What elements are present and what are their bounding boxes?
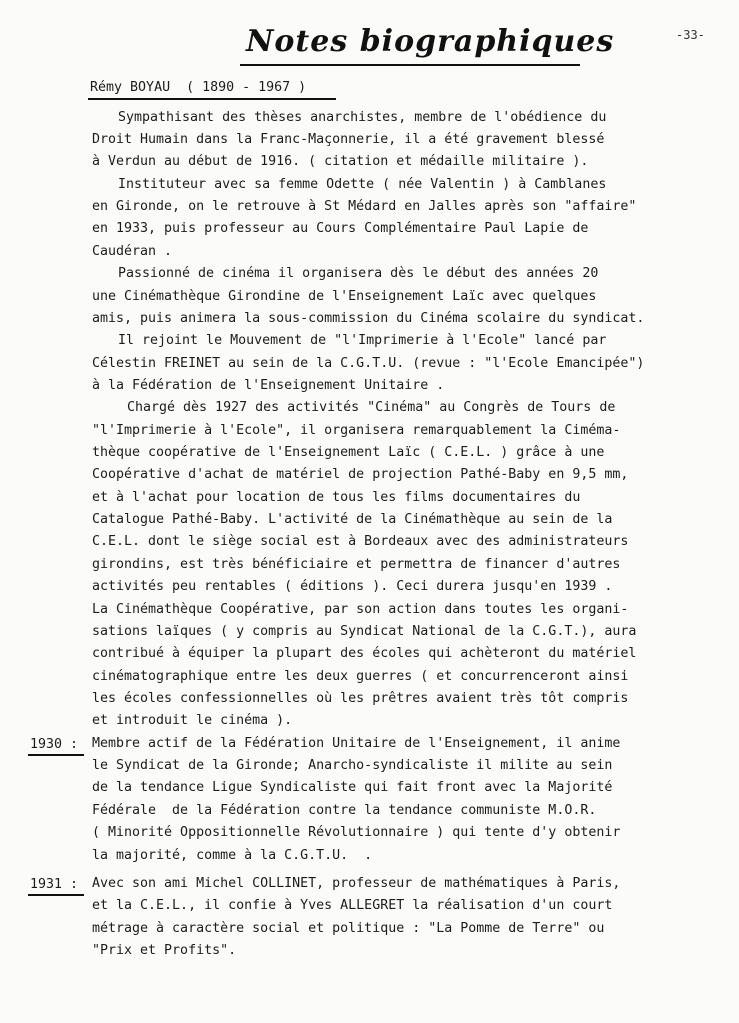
entry-line: de la tendance Ligue Syndicaliste qui fait front avec la Majorité [92, 780, 613, 795]
body-line: activités peu rentables ( éditions ). Ceci durera jusqu'en 1939 . [92, 579, 613, 594]
entry-line: Fédérale de la Fédération contre la tendance communiste M.O.R. [92, 803, 597, 818]
body-line: les écoles confessionnelles où les prêtres avaient très tôt compris [92, 691, 629, 706]
body-line: girondins, est très bénéficiaire et permettra de financer d'autres [92, 557, 621, 572]
body-line: Célestin FREINET au sein de la C.G.T.U. (revue : "l'Ecole Emancipée") [92, 356, 645, 371]
body-line: sations laïques ( y compris au Syndicat National de la C.G.T.), aura [92, 624, 637, 639]
entry-line: Avec son ami Michel COLLINET, professeur de mathématiques à Paris, [92, 876, 621, 891]
page-title: Notes biographiques [246, 24, 615, 59]
body-line: C.E.L. dont le siège social est à Bordeaux avec des administrateurs [92, 534, 629, 549]
entry-line: et la C.E.L., il confie à Yves ALLEGRET la réalisation d'un court [92, 898, 613, 913]
body-line: en 1933, puis professeur au Cours Complémentaire Paul Lapie de [92, 221, 589, 236]
person-heading [90, 80, 306, 95]
body-line: Chargé dès 1927 des activités "Cinéma" au Congrès de Tours de [127, 400, 616, 415]
body-line: Sympathisant des thèses anarchistes, membre de l'obédience du [118, 110, 607, 125]
year-label-1931: 1931 : [30, 877, 79, 892]
body-line: à Verdun au début de 1916. ( citation et médaille militaire ). [92, 154, 589, 169]
entry-line: la majorité, comme à la C.G.T.U. . [92, 848, 373, 863]
year-underline-1930 [28, 754, 84, 756]
entry-line: le Syndicat de la Gironde; Anarcho-syndicaliste il milite au sein [92, 758, 613, 773]
body-line: contribué à équiper la plupart des écoles qui achèteront du matériel [92, 646, 637, 661]
person-last-name: BOYAU [130, 80, 171, 95]
person-dates: ( 1890 - 1967 ) [186, 80, 307, 95]
body-line: et introduit le cinéma ). [92, 713, 293, 728]
body-line: Il rejoint le Mouvement de "l'Imprimerie à l'Ecole" lancé par [118, 333, 607, 348]
body-line: Caudéran . [92, 244, 173, 259]
body-line: Coopérative d'achat de matériel de projection Pathé-Baby en 9,5 mm, [92, 467, 629, 482]
body-line: thèque coopérative de l'Enseignement Laïc ( C.E.L. ) grâce à une [92, 445, 605, 460]
body-line: Passionné de cinéma il organisera dès le début des années 20 [118, 266, 599, 281]
body-line: Catalogue Pathé-Baby. L'activité de la Cinémathèque au sein de la [92, 512, 613, 527]
body-line: à la Fédération de l'Enseignement Unitaire . [92, 378, 445, 393]
title-underline [240, 64, 580, 66]
entry-line: Membre actif de la Fédération Unitaire de l'Enseignement, il anime [92, 736, 621, 751]
body-line: La Cinémathèque Coopérative, par son action dans toutes les organi- [92, 602, 629, 617]
body-line: en Gironde, on le retrouve à St Médard en Jalles après son "affaire" [92, 199, 637, 214]
year-underline-1931 [28, 894, 84, 896]
person-first-name: Rémy [90, 80, 123, 95]
body-line: une Cinémathèque Girondine de l'Enseignement Laïc avec quelques [92, 289, 597, 304]
body-line: Droit Humain dans la Franc-Maçonnerie, il a été gravement blessé [92, 132, 605, 147]
body-line: "l'Imprimerie à l'Ecole", il organisera remarquablement la Ciméma- [92, 423, 621, 438]
body-line: et à l'achat pour location de tous les films documentaires du [92, 490, 581, 505]
entry-line: ( Minorité Oppositionnelle Révolutionnaire ) qui tente d'y obtenir [92, 825, 621, 840]
year-label-1930: 1930 : [30, 737, 79, 752]
entry-line: "Prix et Profits". [92, 943, 237, 958]
body-line: Instituteur avec sa femme Odette ( née Valentin ) à Camblanes [118, 177, 607, 192]
body-line: amis, puis animera la sous-commission du Cinéma scolaire du syndicat. [92, 311, 645, 326]
body-line: cinématographique entre les deux guerres ( et concurrenceront ainsi [92, 669, 629, 684]
page-number: -33- [676, 28, 705, 42]
person-heading-underline [88, 98, 336, 100]
entry-line: métrage à caractère social et politique : "La Pomme de Terre" ou [92, 921, 605, 936]
